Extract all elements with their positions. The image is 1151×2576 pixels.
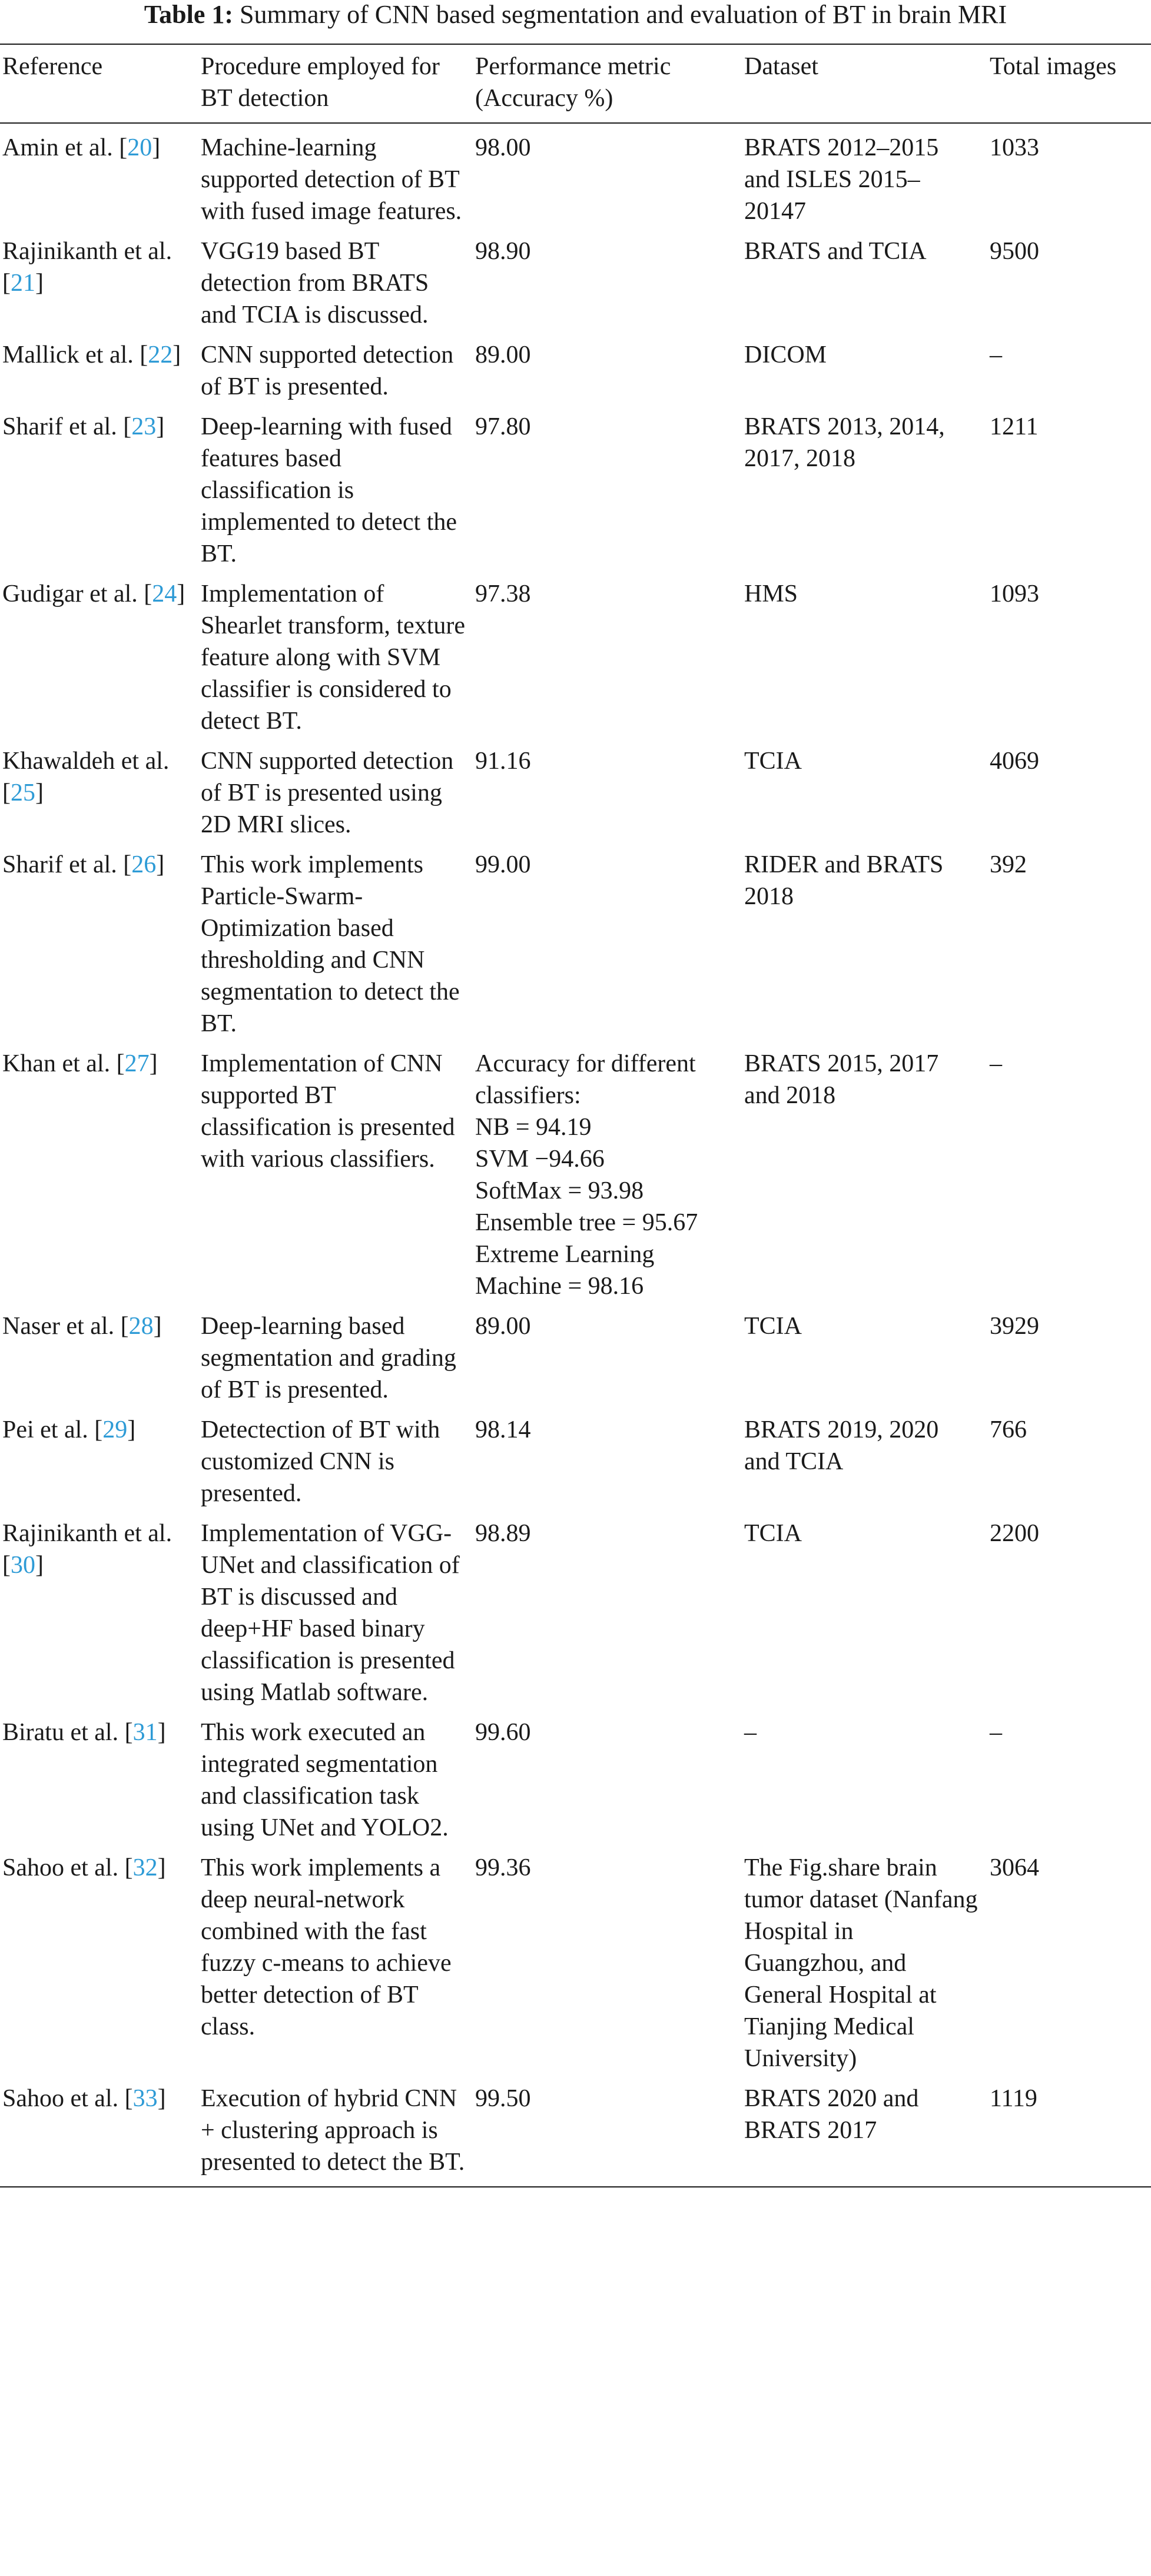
procedure-cell: Implementation of Shearlet transform, texture feature along with SVM classifier is considered to detect BT. [201, 580, 465, 735]
performance-metric-cell [472, 227, 738, 331]
reference-authors: Sharif et al. [2, 851, 117, 878]
reference-cell: Khawaldeh et al. [25] [2, 748, 170, 806]
performance-metric-cell [472, 1844, 738, 2074]
metric-line: Accuracy for different classifiers: [475, 1050, 696, 1109]
dataset-cell: DICOM [744, 341, 827, 369]
procedure-cell: CNN supported detection of BT is presented. [201, 341, 454, 400]
procedure-cell: VGG19 based BT detection from BRATS and TCIA is discussed. [201, 238, 429, 328]
table-row [0, 1302, 1151, 1406]
dataset-cell: TCIA [744, 748, 802, 775]
dataset-cell: – [744, 1719, 757, 1746]
table-row [0, 403, 1151, 570]
metric-line: 91.16 [475, 748, 531, 775]
metric-line: SVM −94.66 [475, 1146, 605, 1173]
table-caption-label: Table 1: [144, 0, 234, 29]
reference-cell: Amin et al. [20] [2, 134, 161, 161]
reference-authors: Sharif et al. [2, 413, 117, 440]
reference-cell: Sharif et al. [23] [2, 413, 165, 440]
total-images-cell: – [990, 341, 1002, 369]
citation-link[interactable]: 33 [132, 2085, 158, 2112]
procedure-cell: Detectection of BT with customized CNN is presented. [201, 1416, 440, 1507]
dataset-cell: BRATS 2020 and BRATS 2017 [744, 2085, 919, 2144]
table-row [0, 227, 1151, 331]
reference-cell: Rajinikanth et al. [21] [2, 238, 173, 297]
reference-authors: Rajinikanth et al. [2, 1520, 173, 1547]
table-row [0, 841, 1151, 1040]
procedure-cell: Implementation of VGG-UNet and classification of BT is discussed and deep+HF based binary classification is presented using Matlab software. [201, 1520, 460, 1706]
total-images-cell: – [990, 1719, 1002, 1746]
header-row [0, 44, 1151, 123]
dataset-cell: TCIA [744, 1520, 802, 1547]
table-row [0, 570, 1151, 737]
citation-link[interactable]: 29 [102, 1416, 128, 1443]
performance-metric-cell [472, 1708, 738, 1844]
reference-authors: Naser et al. [2, 1313, 115, 1340]
metric-line: NB = 94.19 [475, 1114, 592, 1141]
table-row [0, 123, 1151, 227]
procedure-cell: Implementation of CNN supported BT classification is presented with various classifiers. [201, 1050, 455, 1173]
reference-authors: Khan et al. [2, 1050, 111, 1077]
citation-link[interactable]: 23 [131, 413, 157, 440]
metric-line: Extreme Learning Machine = 98.16 [475, 1241, 655, 1300]
procedure-cell: Execution of hybrid CNN + clustering approach is presented to detect the BT. [201, 2085, 465, 2176]
metric-line: 99.50 [475, 2085, 531, 2112]
reference-authors: Rajinikanth et al. [2, 238, 173, 265]
dataset-cell: TCIA [744, 1313, 802, 1340]
total-images-cell: 766 [990, 1416, 1027, 1443]
total-images-cell: 1119 [990, 2085, 1037, 2112]
citation-link[interactable]: 26 [131, 851, 157, 878]
reference-authors: Sahoo et al. [2, 1854, 119, 1881]
reference-cell: Naser et al. [28] [2, 1313, 162, 1340]
performance-metric-cell [472, 737, 738, 841]
header-dataset: Dataset [744, 53, 818, 80]
dataset-cell: HMS [744, 580, 798, 608]
performance-metric-cell [472, 1509, 738, 1708]
total-images-cell: 9500 [990, 238, 1039, 265]
metric-line: 98.14 [475, 1416, 531, 1443]
procedure-cell: This work executed an integrated segmentation and classification task using UNet and YOLO2. [201, 1719, 449, 1841]
citation-link[interactable]: 25 [11, 779, 35, 806]
total-images-cell: 4069 [990, 748, 1039, 775]
reference-cell: Sahoo et al. [32] [2, 1854, 166, 1881]
table-row [0, 737, 1151, 841]
performance-metric-cell [472, 2074, 738, 2187]
performance-metric-cell [472, 1040, 738, 1302]
dataset-cell: The Fig.share brain tumor dataset (Nanfang Hospital in Guangzhou, and General Hospital at Tianjing Medical University) [744, 1854, 978, 2072]
table-row [0, 1040, 1151, 1302]
metric-line: SoftMax = 93.98 [475, 1177, 644, 1204]
table-row [0, 1844, 1151, 2074]
performance-metric-cell [472, 123, 738, 227]
header-total-images: Total images [990, 53, 1117, 80]
reference-authors: Amin et al. [2, 134, 113, 161]
table-row [0, 1708, 1151, 1844]
metric-line: Ensemble tree = 95.67 [475, 1209, 698, 1236]
table-row [0, 1406, 1151, 1509]
citation-link[interactable]: 30 [11, 1552, 35, 1579]
metric-line: 89.00 [475, 341, 531, 369]
reference-cell: Gudigar et al. [24] [2, 580, 185, 608]
total-images-cell: 3929 [990, 1313, 1039, 1340]
reference-cell: Sharif et al. [26] [2, 851, 165, 878]
citation-link[interactable]: 22 [148, 341, 173, 369]
reference-authors: Mallick et al. [2, 341, 134, 369]
performance-metric-cell [472, 841, 738, 1040]
citation-link[interactable]: 32 [132, 1854, 158, 1881]
dataset-cell: BRATS 2013, 2014, 2017, 2018 [744, 413, 945, 472]
procedure-cell: This work implements Particle-Swarm-Optimization based thresholding and CNN segmentation to detect the BT. [201, 851, 460, 1037]
total-images-cell: 1211 [990, 413, 1039, 440]
dataset-cell: BRATS 2015, 2017 and 2018 [744, 1050, 939, 1109]
metric-line: 97.80 [475, 413, 531, 440]
table-body [0, 123, 1151, 2187]
header-procedure: Procedure employed for BT detection [201, 53, 440, 112]
dataset-cell: BRATS and TCIA [744, 238, 927, 265]
reference-cell: Mallick et al. [22] [2, 341, 181, 369]
citation-link[interactable]: 31 [132, 1719, 158, 1746]
header-reference: Reference [2, 53, 103, 80]
reference-authors: Gudigar et al. [2, 580, 138, 608]
citation-link[interactable]: 20 [127, 134, 152, 161]
citation-link[interactable]: 24 [152, 580, 177, 608]
table-header [0, 44, 1151, 123]
performance-metric-cell [472, 570, 738, 737]
total-images-cell: 1093 [990, 580, 1039, 608]
reference-authors: Khawaldeh et al. [2, 748, 170, 775]
citation-link[interactable]: 27 [124, 1050, 150, 1077]
reference-cell: Biratu et al. [31] [2, 1719, 166, 1746]
dataset-cell: BRATS 2012–2015 and ISLES 2015–20147 [744, 134, 939, 225]
performance-metric-cell [472, 331, 738, 403]
procedure-cell: This work implements a deep neural-network combined with the fast fuzzy c-means to achieve better detection of BT class. [201, 1854, 452, 2040]
metric-line: 99.60 [475, 1719, 531, 1746]
dataset-cell: BRATS 2019, 2020 and TCIA [744, 1416, 939, 1475]
table-caption-text: Summary of CNN based segmentation and evaluation of BT in brain MRI [240, 0, 1007, 29]
metric-line: 98.00 [475, 134, 531, 161]
metric-line: 89.00 [475, 1313, 531, 1340]
table-row [0, 1509, 1151, 1708]
header-performance-metric: Performance metric (Accuracy %) [475, 53, 671, 112]
citation-link[interactable]: 21 [11, 270, 35, 297]
citation-link[interactable]: 28 [128, 1313, 154, 1340]
reference-authors: Pei et al. [2, 1416, 88, 1443]
total-images-cell: 1033 [990, 134, 1039, 161]
metric-line: 97.38 [475, 580, 531, 608]
reference-cell: Rajinikanth et al. [30] [2, 1520, 173, 1579]
total-images-cell: 392 [990, 851, 1027, 878]
performance-metric-cell [472, 403, 738, 570]
reference-cell: Pei et al. [29] [2, 1416, 136, 1443]
dataset-cell: RIDER and BRATS 2018 [744, 851, 944, 910]
summary-table [0, 44, 1151, 2187]
reference-cell: Khan et al. [27] [2, 1050, 158, 1077]
performance-metric-cell [472, 1406, 738, 1509]
total-images-cell: 2200 [990, 1520, 1039, 1547]
performance-metric-cell [472, 1302, 738, 1406]
metric-line: 98.90 [475, 238, 531, 265]
metric-line: 99.36 [475, 1854, 531, 1881]
reference-authors: Sahoo et al. [2, 2085, 119, 2112]
metric-line: 98.89 [475, 1520, 531, 1547]
table-row [0, 2074, 1151, 2187]
metric-line: 99.00 [475, 851, 531, 878]
procedure-cell: Deep-learning based segmentation and grading of BT is presented. [201, 1313, 456, 1403]
table-caption [0, 0, 1151, 35]
total-images-cell: – [990, 1050, 1002, 1077]
procedure-cell: Machine-learning supported detection of BT with fused image features. [201, 134, 462, 225]
procedure-cell: Deep-learning with fused features based classification is implemented to detect the BT. [201, 413, 457, 567]
reference-cell: Sahoo et al. [33] [2, 2085, 166, 2112]
table-row [0, 331, 1151, 403]
procedure-cell: CNN supported detection of BT is presented using 2D MRI slices. [201, 748, 454, 838]
total-images-cell: 3064 [990, 1854, 1039, 1881]
reference-authors: Biratu et al. [2, 1719, 119, 1746]
